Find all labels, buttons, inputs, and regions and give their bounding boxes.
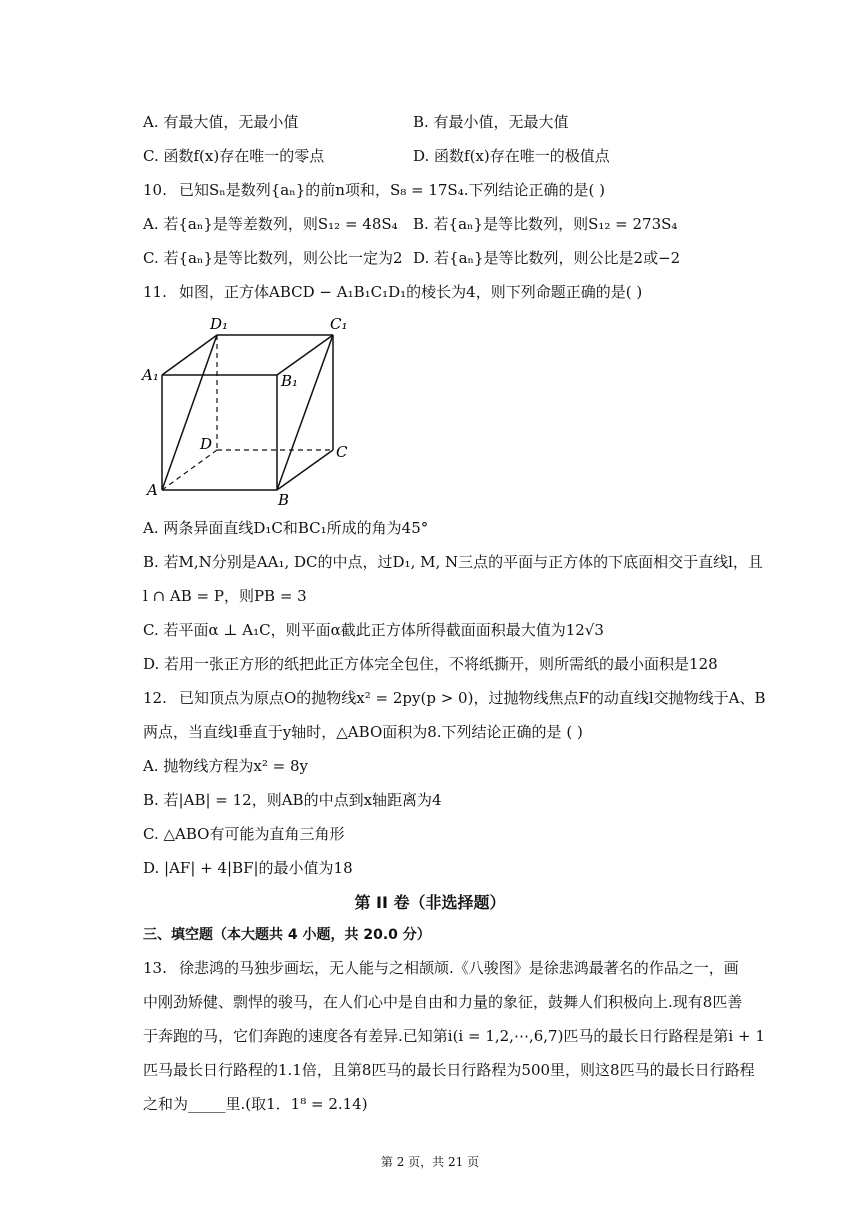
label-c1: C₁ [330,315,348,333]
label-c: C [336,443,348,461]
label-b: B [278,491,290,509]
q10-stem-text: 已知Sₙ是数列{aₙ}的前n项和，S₈ = 17S₄.下列结论正确的是( ) [179,181,605,199]
q13-line-3: 于奔跑的马，它们奔跑的速度各有差异.已知第i(i = 1,2,⋯,6,7)匹马的最长日行路程是第i + 1 [143,1027,765,1045]
q10-option-a: A. 若{aₙ}是等差数列，则S₁₂ = 48S₄ [143,215,398,233]
q13-line-5: 之和为_____里.(取1．1⁸ = 2.14) [143,1095,368,1113]
cube-figure [140,310,360,510]
q12-stem-text: 已知顶点为原点O的抛物线x² = 2py(p > 0)，过抛物线焦点F的动直线l交抛物线于A、B [179,689,766,707]
q13-line-2: 中刚劲矫健、剽悍的骏马，在人们心中是自由和力量的象征，鼓舞人们积极向上.现有8匹善 [143,993,743,1011]
q10-option-d: D. 若{aₙ}是等比数列，则公比是2或−2 [413,249,681,267]
q11-option-a: A. 两条异面直线D₁C和BC₁所成的角为45° [143,519,429,537]
q9-option-b: B. 有最小值，无最大值 [413,113,569,131]
question-number: 13. [143,959,167,977]
q11-option-b: B. 若M,N分别是AA₁, DC的中点，过D₁, M, N三点的平面与正方体的下底面相交于直线l，且 [143,553,763,571]
q11-stem-text: 如图，正方体ABCD − A₁B₁C₁D₁的棱长为4，则下列命题正确的是( ) [179,283,643,301]
q11-option-d: D. 若用一张正方形的纸把此正方体完全包住，不将纸撕开，则所需纸的最小面积是128 [143,655,718,673]
q12-option-b: B. 若|AB| = 12，则AB的中点到x轴距离为4 [143,791,442,809]
q12-option-c: C. △ABO有可能为直角三角形 [143,825,345,843]
label-d1: D₁ [210,315,229,333]
q11-stem [143,282,642,302]
q13-stem [143,958,739,978]
section-three-heading: 三、填空题（本大题共 4 小题，共 20.0 分） [143,927,431,943]
q9-option-a: A. 有最大值，无最小值 [143,113,299,131]
diagonal-a-d1 [162,335,217,490]
q12-option-a: A. 抛物线方程为x² = 8y [143,757,308,775]
q10-option-c: C. 若{aₙ}是等比数列，则公比一定为2 [143,249,403,267]
label-d: D [200,435,213,453]
q12-stem-continued: 两点，当直线l垂直于y轴时，△ABO面积为8.下列结论正确的是 ( ) [143,723,583,741]
edge-b1-c1 [277,335,333,375]
question-number: 12. [143,689,167,707]
diagonal-b-c1 [277,335,333,490]
q12-stem [143,688,766,708]
q10-stem [143,180,605,200]
q11-option-b-continued: l ∩ AB = P，则PB = 3 [143,587,307,605]
page-footer: 第 2 页，共 21 页 [380,1155,480,1169]
part-two-title: 第 II 卷（非选择题） [354,893,506,912]
label-b1: B₁ [281,372,299,390]
q11-option-c: C. 若平面α ⊥ A₁C，则平面α截此正方体所得截面面积最大值为12√3 [143,621,604,639]
edge-b-c [277,450,333,490]
question-number: 11. [143,283,167,301]
q13-line-1: 徐悲鸿的马独步画坛，无人能与之相颉颃.《八骏图》是徐悲鸿最著名的作品之一，画 [179,959,739,977]
label-a1: A₁ [142,366,159,384]
edge-a1-d1 [162,335,217,375]
q13-line-4: 匹马最长日行路程的1.1倍，且第8匹马的最长日行路程为500里，则这8匹马的最长日行路程 [143,1061,755,1079]
q9-option-d: D. 函数f(x)存在唯一的极值点 [413,147,610,165]
q12-option-d: D. |AF| + 4|BF|的最小值为18 [143,859,353,877]
q9-option-c: C. 函数f(x)存在唯一的零点 [143,147,325,165]
question-number: 10. [143,181,167,199]
q10-option-b: B. 若{aₙ}是等比数列，则S₁₂ = 273S₄ [413,215,678,233]
hidden-edge-a-d [162,450,217,490]
label-a: A [147,481,158,499]
